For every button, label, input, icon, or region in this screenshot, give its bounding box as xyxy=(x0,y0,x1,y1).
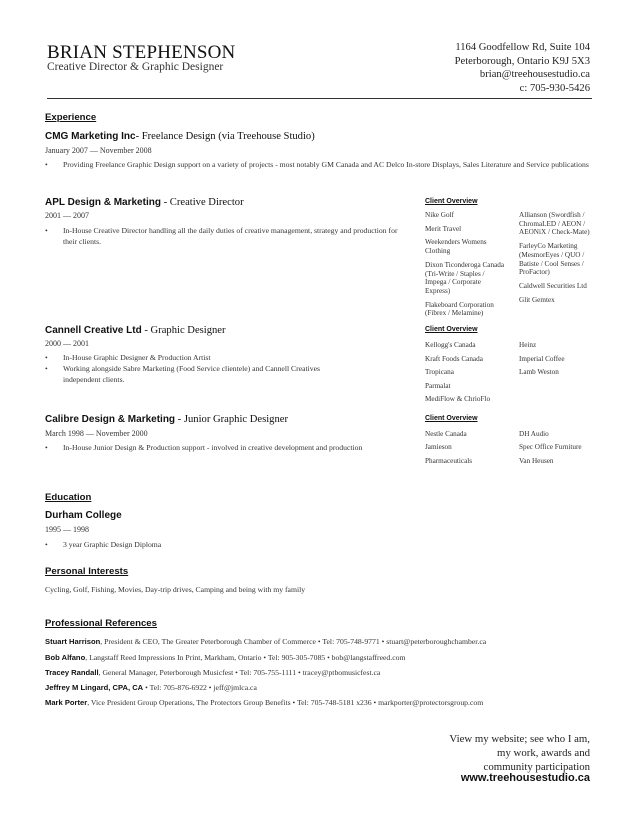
education-heading: Education xyxy=(45,492,92,503)
job-dates: March 1998 — November 2000 xyxy=(45,429,148,438)
job-company: Cannell Creative Ltd xyxy=(45,325,142,336)
bullet-text: In-House Graphic Designer & Production Artist xyxy=(63,353,211,362)
job-cannell xyxy=(45,325,226,336)
client-overview-heading: Client Overview xyxy=(425,326,478,333)
client-list-col2 xyxy=(519,428,609,468)
client-item: Kraft Foods Canada xyxy=(425,354,483,363)
phone: c: 705-930-5426 xyxy=(519,82,590,94)
reference-item xyxy=(45,698,483,707)
job-bullet xyxy=(45,353,405,364)
resume-name: BRIAN STEPHENSON xyxy=(47,42,236,63)
client-list-col2 xyxy=(519,339,599,380)
bullet-dot: • xyxy=(45,364,48,373)
bullet-text: In-House Creative Director handling all the daily duties of creative management, strategy and production for their clients. xyxy=(63,226,398,246)
bullet-text: Providing Freelance Graphic Design support on a variety of projects - most notably GM Canada and AC Delco In-store Displays, Sales Literature and Service publications xyxy=(63,160,589,169)
client-item: Spec Office Furniture xyxy=(519,443,582,452)
email[interactable]: brian@treehousestudio.ca xyxy=(479,69,590,80)
bullet-text: 3 year Graphic Design Diploma xyxy=(63,540,162,549)
client-overview-heading: Client Overview xyxy=(425,415,478,422)
reference-item xyxy=(45,668,380,677)
reference-item xyxy=(45,653,405,662)
bullet-dot: • xyxy=(45,226,48,235)
client-item: Van Heusen xyxy=(519,456,554,465)
reference-name: Bob Alfano xyxy=(45,653,86,662)
references-heading: Professional References xyxy=(45,618,157,629)
client-item: Caldwell Securities Ltd xyxy=(519,281,587,290)
reference-name: Jeffrey M Lingard, CPA, CA xyxy=(45,683,144,692)
client-list-col1 xyxy=(425,211,505,318)
client-list-col2 xyxy=(519,211,599,304)
client-item: Parmalat xyxy=(425,381,451,390)
bullet-dot: • xyxy=(45,353,48,362)
reference-item xyxy=(45,637,486,646)
address-line-1: 1164 Goodfellow Rd, Suite 104 xyxy=(455,42,590,53)
reference-detail: , Langstaff Reed Impressions In Print, Markham, Ontario • Tel: 905-305-7085 • bob@langstaffreed.com xyxy=(85,653,406,662)
website-link[interactable]: www.treehousestudio.ca xyxy=(460,772,590,784)
job-company: Calibre Design & Marketing xyxy=(45,414,176,425)
education-dates: 1995 — 1998 xyxy=(45,525,89,534)
client-item: Jamieson xyxy=(425,443,452,452)
client-item: Allianson (Swordfish / ChromaLED / AEON / AEONiX / Check-Mate) xyxy=(519,211,590,237)
education-school xyxy=(45,510,122,521)
client-item: Nestle Canada xyxy=(425,430,467,438)
address-line-2: Peterborough, Ontario K9J 5X3 xyxy=(454,55,590,67)
website-blurb-line: View my website; see who I am, xyxy=(449,733,590,745)
bullet-dot: • xyxy=(45,160,48,169)
client-list-col1 xyxy=(425,428,515,468)
bullet-text: In-House Junior Design & Production support - involved in creative development and production xyxy=(63,443,363,452)
website-blurb-line: my work, awards and xyxy=(497,747,590,759)
client-overview-heading: Client Overview xyxy=(425,198,478,205)
client-item: Flakeboard Corporation (Fibrex / Melamine) xyxy=(425,300,494,318)
interests-heading: Personal Interests xyxy=(45,566,129,577)
education-bullet xyxy=(45,540,345,551)
job-apl xyxy=(45,197,244,208)
client-item: Glit Gemtex xyxy=(519,295,555,304)
client-item: MediFlow & ChrioFlo xyxy=(425,395,491,404)
client-item: Dixon Ticonderoga Canada (Tri-Write / Staples / Impega / Corporate Express) xyxy=(425,260,505,295)
interests-text: Cycling, Golf, Fishing, Movies, Day-trip drives, Camping and being with my family xyxy=(45,585,306,594)
bullet-dot: • xyxy=(45,540,48,549)
client-item: Imperial Coffee xyxy=(519,354,565,363)
client-item: Lamb Weston xyxy=(519,368,559,377)
job-bullet xyxy=(45,443,417,454)
reference-name: Mark Porter xyxy=(45,698,88,707)
client-list-col1 xyxy=(425,339,515,407)
client-item: DH Audio xyxy=(519,430,549,438)
experience-heading: Experience xyxy=(45,112,97,123)
client-item: Nike Golf xyxy=(425,211,454,219)
client-item: Heinz xyxy=(519,341,537,349)
reference-detail: , President & CEO, The Greater Peterborough Chamber of Commerce • Tel: 705-748-9771 • stuart@peterboroughchamber.ca xyxy=(100,637,487,646)
client-item: Kellogg's Canada xyxy=(425,341,476,349)
client-item: Tropicana xyxy=(425,368,454,377)
job-dates: 2000 — 2001 xyxy=(45,339,89,348)
job-title: - Freelance Design (via Treehouse Studio) xyxy=(135,131,315,142)
job-bullet xyxy=(45,226,405,248)
reference-item xyxy=(45,683,257,692)
school-name: Durham College xyxy=(45,510,122,521)
job-company: CMG Marketing Inc xyxy=(45,131,136,142)
job-title: - Junior Graphic Designer xyxy=(175,414,288,425)
job-dates: 2001 — 2007 xyxy=(45,211,89,220)
client-item: Pharmaceuticals xyxy=(425,456,473,465)
job-dates: January 2007 — November 2008 xyxy=(45,146,152,155)
job-bullet xyxy=(45,160,593,182)
client-item: Merit Travel xyxy=(425,224,462,233)
job-title: - Creative Director xyxy=(160,197,244,208)
client-item: Weekenders Womens Clothing xyxy=(425,238,487,256)
bullet-dot: • xyxy=(45,443,48,452)
reference-name: Tracey Randall xyxy=(45,668,99,677)
website-blurb-line: community participation xyxy=(483,761,590,773)
contact-block xyxy=(455,41,590,95)
website-blurb xyxy=(449,732,590,774)
job-bullet xyxy=(45,364,405,386)
header-divider xyxy=(47,98,592,99)
bullet-text: Working alongside Sabre Marketing (Food Service clientele) and Cannell Creatives independent clients. xyxy=(63,364,321,384)
client-item: FarleyCo Marketing (MesmorEyes / QUO / Batiste / Cool Senses / ProFactor) xyxy=(519,242,585,277)
reference-detail: , Vice President Group Operations, The Protectors Group Benefits • Tel: 705-748-5181 x236 • markporter@protectorsgroup.com xyxy=(87,698,484,707)
resume-role: Creative Director & Graphic Designer xyxy=(47,61,224,73)
job-title: - Graphic Designer xyxy=(141,325,226,336)
reference-detail: • Tel: 705-876-6922 • jeff@jmlca.ca xyxy=(143,683,257,692)
reference-detail: , General Manager, Peterborough Musicfest • Tel: 705-755-1111 • tracey@ptbomusicfest.ca xyxy=(98,668,381,677)
job-cmg xyxy=(45,131,315,142)
job-company: APL Design & Marketing xyxy=(45,197,161,208)
job-calibre xyxy=(45,414,288,425)
reference-name: Stuart Harrison xyxy=(45,637,101,646)
